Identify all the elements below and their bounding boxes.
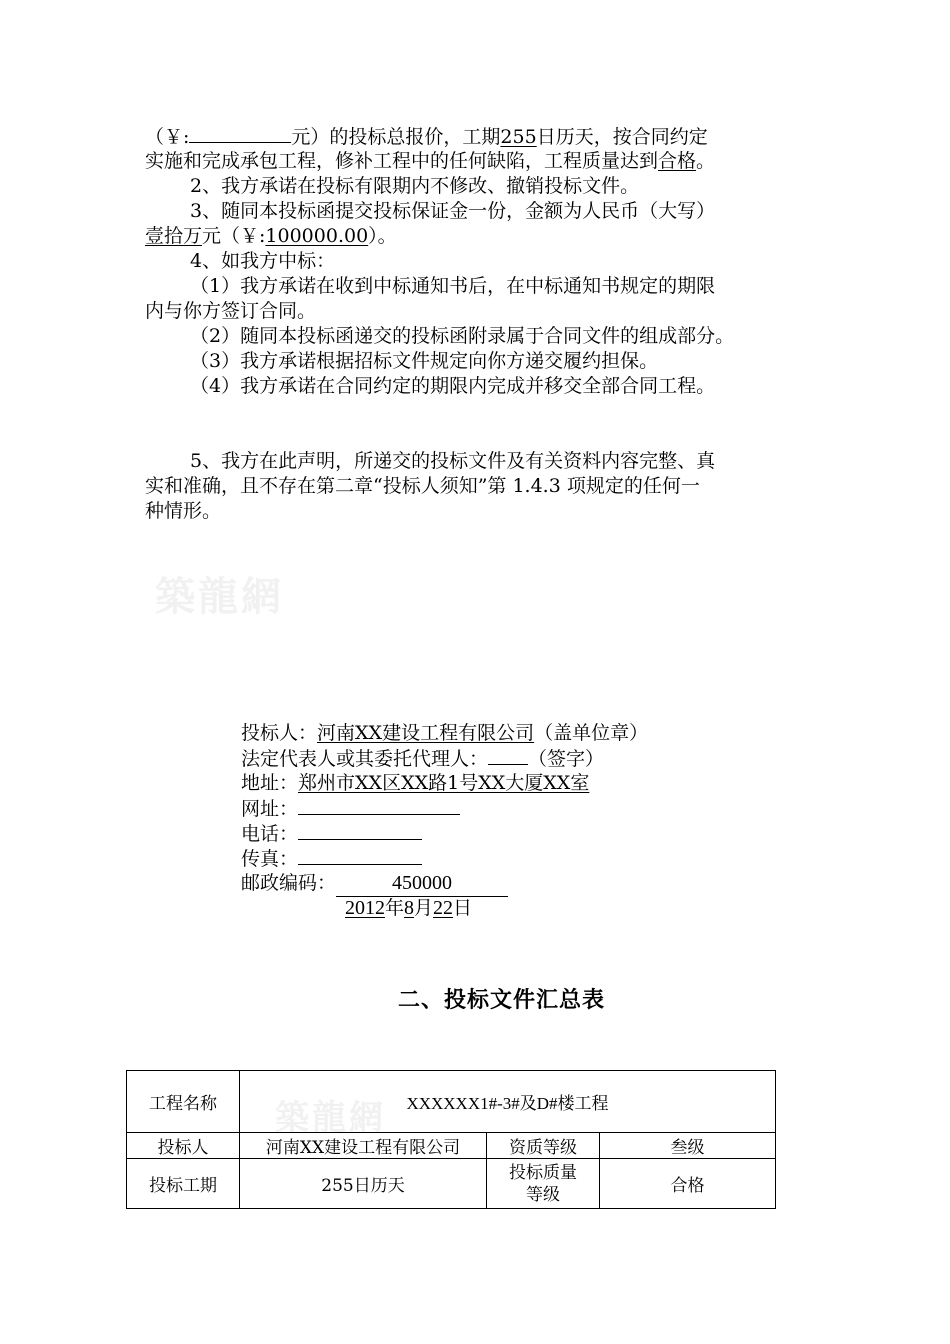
website-blank — [298, 796, 460, 815]
quality-label: 投标质量 等级 — [487, 1159, 600, 1209]
letter-paragraph-3: 3、随同本投标函提交投标保证金一份，金额为人民币（大写） — [190, 200, 716, 222]
period-label: 投标工期 — [127, 1159, 240, 1209]
letter-item-4-1-line-2: 内与你方签订合同。 — [145, 300, 317, 322]
bidder-label: 投标人 — [127, 1133, 240, 1159]
letter-paragraph-5-line-2: 实和准确，且不存在第二章“投标人须知”第 1.4.3 项规定的任何一 — [145, 475, 700, 497]
letter-paragraph-3-line-2: 壹拾万元（￥:100000.00）。 — [145, 225, 397, 247]
deposit-amount-num: 100000.00 — [265, 225, 369, 247]
price-blank — [189, 124, 291, 143]
letter-paragraph-5-line-3: 种情形。 — [145, 500, 222, 522]
watermark: 築龍網 — [155, 573, 284, 620]
bidder-value: 河南XX建设工程有限公司 — [240, 1133, 487, 1159]
section-title: 二、投标文件汇总表 — [397, 987, 605, 1013]
signature-website: 网址： — [241, 796, 460, 822]
letter-paragraph-2: 2、我方承诺在投标有限期内不修改、撤销投标文件。 — [190, 175, 640, 197]
bid-summary-table — [126, 1070, 776, 1209]
letter-paragraph-1-line-2: 实施和完成承包工程，修补工程中的任何缺陷，工程质量达到合格。 — [145, 150, 716, 172]
signature-postcode: 邮政编码： 450000 — [241, 871, 508, 897]
signature-bidder: 投标人：河南XX建设工程有限公司（盖单位章） — [241, 722, 649, 744]
fax-blank — [298, 846, 422, 865]
project-name-value: XXXXXX1#-3#及D#楼工程 — [240, 1071, 776, 1133]
qualification-value: 叁级 — [600, 1133, 776, 1159]
deposit-amount-cn: 壹拾万 — [145, 225, 203, 247]
letter-paragraph-1: （￥: 元）的投标总报价，工期255日历天，按合同约定 — [145, 126, 708, 148]
signature-address: 地址：郑州市XX区XX路1号XX大厦XX室 — [241, 772, 590, 794]
table-row — [127, 1159, 776, 1209]
letter-item-4-2: （2）随同本投标函递交的投标函附录属于合同文件的组成部分。 — [190, 325, 735, 347]
signature-phone: 电话： — [241, 821, 422, 847]
letter-item-4-4: （4）我方承诺在合同约定的期限内完成并移交全部合同工程。 — [190, 375, 716, 397]
signature-date: 2012年8月22日 — [345, 897, 473, 919]
letter-item-4-3: （3）我方承诺根据招标文件规定向你方递交履约担保。 — [190, 350, 659, 372]
table-row — [127, 1133, 776, 1159]
phone-blank — [298, 821, 422, 840]
period-value: 255日历天 — [240, 1159, 487, 1209]
signature-representative: 法定代表人或其委托代理人： （签字） — [241, 748, 605, 770]
date-year: 2012 — [345, 897, 385, 919]
quality-standard: 合格 — [658, 150, 697, 172]
postcode-value: 450000 — [336, 871, 508, 897]
date-month: 8 — [404, 897, 415, 919]
bid-period: 255 — [500, 126, 537, 148]
bidder-name: 河南XX建设工程有限公司 — [317, 722, 535, 744]
representative-blank — [488, 746, 528, 765]
letter-item-4-1: （1）我方承诺在收到中标通知书后，在中标通知书规定的期限 — [190, 275, 716, 297]
address-value: 郑州市XX区XX路1号XX大厦XX室 — [298, 772, 590, 794]
watermark: 築龍網 — [275, 1098, 386, 1138]
date-day: 22 — [433, 897, 454, 919]
quality-value: 合格 — [600, 1159, 776, 1209]
table-row — [127, 1071, 776, 1133]
letter-paragraph-4: 4、如我方中标： — [190, 250, 336, 272]
qualification-label: 资质等级 — [487, 1133, 600, 1159]
letter-paragraph-5: 5、我方在此声明，所递交的投标文件及有关资料内容完整、真 — [190, 450, 716, 472]
project-name-label: 工程名称 — [127, 1071, 240, 1133]
signature-fax: 传真： — [241, 846, 422, 872]
